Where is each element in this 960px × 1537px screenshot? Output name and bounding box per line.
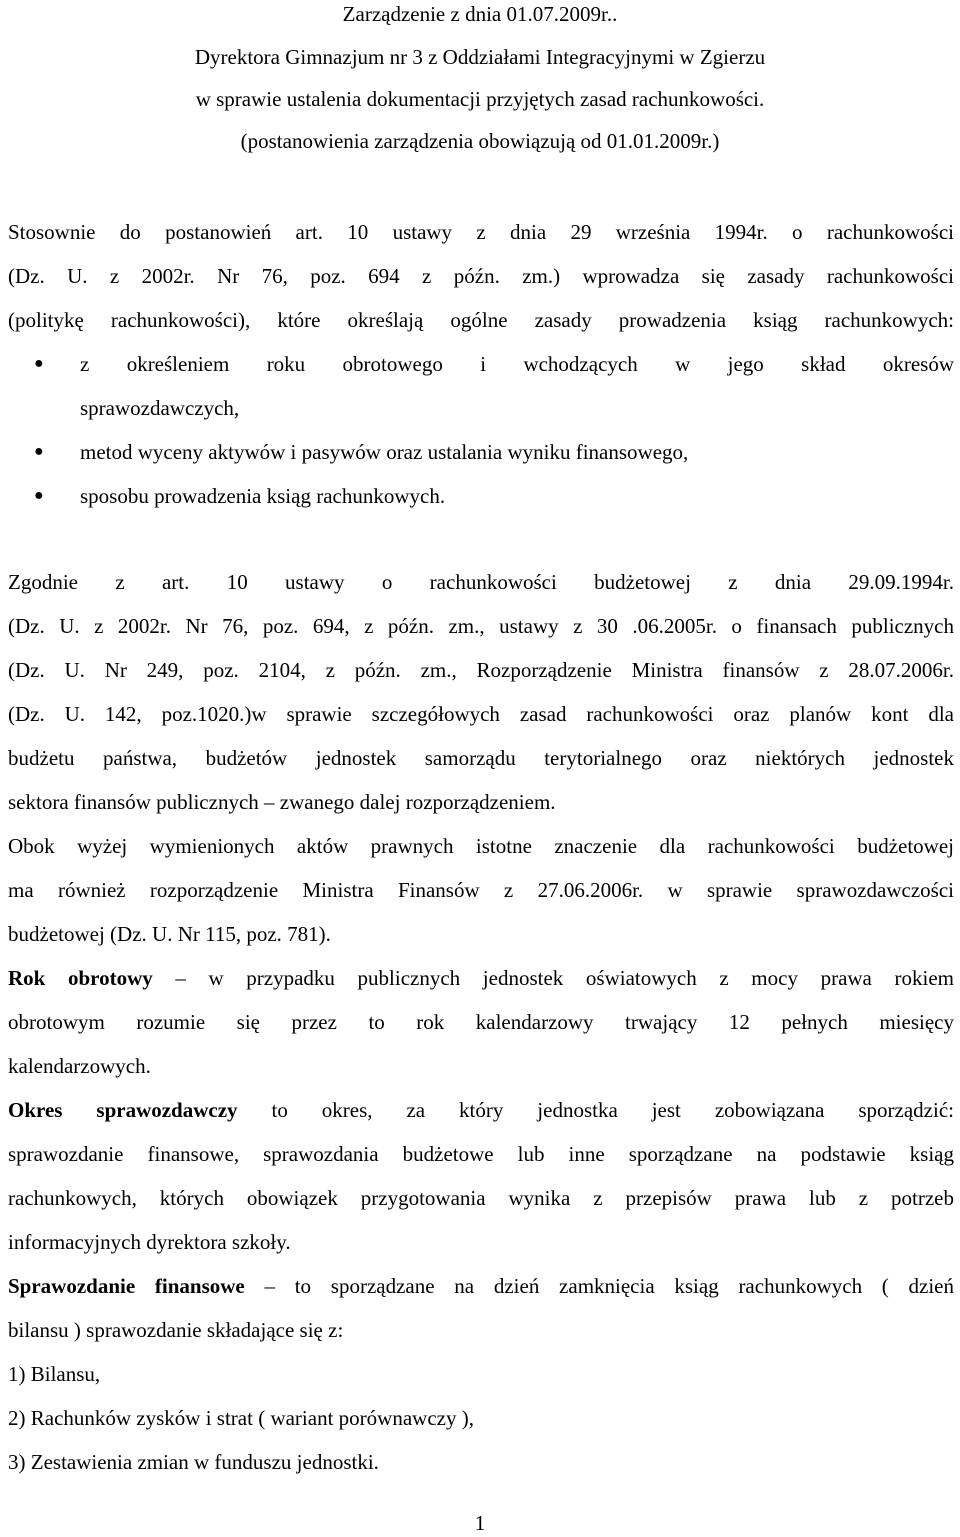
header-title-line: Zarządzenie z dnia 01.07.2009r.. [342,2,618,26]
legal-line: budżetu państwa, budżetów jednostek samorządu terytorialnego oraz niektórych jednostek [8,746,954,770]
okres-line: sprawozdanie finansowe, sprawozdania budżetowe lub inne sporządzane na podstawie ksiąg [8,1142,954,1166]
reporting-period-paragraph [8,1088,954,1264]
spraw-line-rest: – to sporządzane na dzień zamknięcia ksiąg rachunkowych ( dzień [244,1274,954,1298]
header-issuer-line: Dyrektora Gimnazjum nr 3 z Oddziałami Integracyjnymi w Zgierzu [194,45,766,69]
okres-line [8,1088,954,1132]
legal-line: (Dz. U. Nr 249, poz. 2104, z późn. zm., Rozporządzenie Ministra finansów z 28.07.2006r. [8,658,954,682]
okres-line: informacyjnych dyrektora szkoły. [8,1230,291,1254]
rok-line: obrotowym rozumie się przez to rok kalendarzowy trwający 12 pełnych miesięcy [8,1010,954,1034]
legal-line: Zgodnie z art. 10 ustawy o rachunkowości budżetowej z dnia 29.09.1994r. [8,570,954,594]
additional-acts-paragraph [8,824,954,956]
page-number: 1 [474,1511,486,1535]
list-item [8,342,954,430]
statement-item: 3) Zestawienia zmian w funduszu jednostki. [8,1450,379,1474]
list-item-text: sprawozdawczych, [80,396,240,420]
header-effective-line: (postanowienia zarządzenia obowiązują od 01.01.2009r.) [240,129,720,153]
obok-line: budżetowej (Dz. U. Nr 115, poz. 781). [8,922,331,946]
okres-line-rest: to okres, za który jednostka jest zobowiązana sporządzić: [237,1098,954,1122]
legal-line: sektora finansów publicznych – zwanego dalej rozporządzeniem. [8,790,556,814]
bullet-icon: ● [34,355,44,372]
financial-statement-paragraph [8,1264,954,1484]
okres-line: rachunkowych, których obowiązek przygotowania wynika z przepisów prawa lub z potrzeb [8,1186,954,1210]
scope-list [8,342,954,518]
header-subject-line: w sprawie ustalenia dokumentacji przyjętych zasad rachunkowości. [195,87,765,111]
obok-line: ma również rozporządzenie Ministra Finansów z 27.06.2006r. w sprawie sprawozdawczości [8,878,954,902]
intro-line: Stosownie do postanowień art. 10 ustawy z dnia 29 września 1994r. o rachunkowości [8,220,954,244]
document-body [8,210,954,1484]
statement-item: 1) Bilansu, [8,1362,101,1386]
rok-line: kalendarzowych. [8,1054,151,1078]
rok-line [8,956,954,1000]
term-okres-sprawozdawczy: Okres sprawozdawczy [8,1098,238,1122]
intro-paragraph [8,210,954,342]
rok-line-rest: – w przypadku publicznych jednostek oświatowych z mocy prawa rokiem [152,966,954,990]
spraw-line: bilansu ) sprawozdanie składające się z: [8,1318,344,1342]
intro-line: (Dz. U. z 2002r. Nr 76, poz. 694 z późn. zm.) wprowadza się zasady rachunkowości [8,264,954,288]
legal-basis-paragraph [8,560,954,824]
intro-line: (politykę rachunkowości), które określają ogólne zasady prowadzenia ksiąg rachunkowych: [8,308,954,332]
bullet-icon: ● [34,443,44,460]
list-item [8,430,954,474]
legal-line: (Dz. U. z 2002r. Nr 76, poz. 694, z późn. zm., ustawy z 30 .06.2005r. o finansach publicznych [8,614,954,638]
list-item-text: z określeniem roku obrotowego i wchodzących w jego skład okresów [80,352,954,376]
spraw-line [8,1264,954,1308]
list-item-text: metod wyceny aktywów i pasywów oraz ustalania wyniku finansowego, [80,440,689,464]
bullet-icon: ● [34,487,44,504]
statement-item: 2) Rachunków zysków i strat ( wariant porównawczy ), [8,1406,474,1430]
document-header [0,0,960,168]
legal-line: (Dz. U. 142, poz.1020.)w sprawie szczegółowych zasad rachunkowości oraz planów kont dla [8,702,954,726]
term-rok-obrotowy: Rok obrotowy [8,966,153,990]
term-sprawozdanie-finansowe: Sprawozdanie finansowe [8,1274,245,1298]
list-item [8,474,954,518]
obok-line: Obok wyżej wymienionych aktów prawnych istotne znaczenie dla rachunkowości budżetowej [8,834,954,858]
paragraph-gap [8,518,954,560]
list-item-text: sposobu prowadzenia ksiąg rachunkowych. [80,484,446,508]
fiscal-year-paragraph [8,956,954,1088]
